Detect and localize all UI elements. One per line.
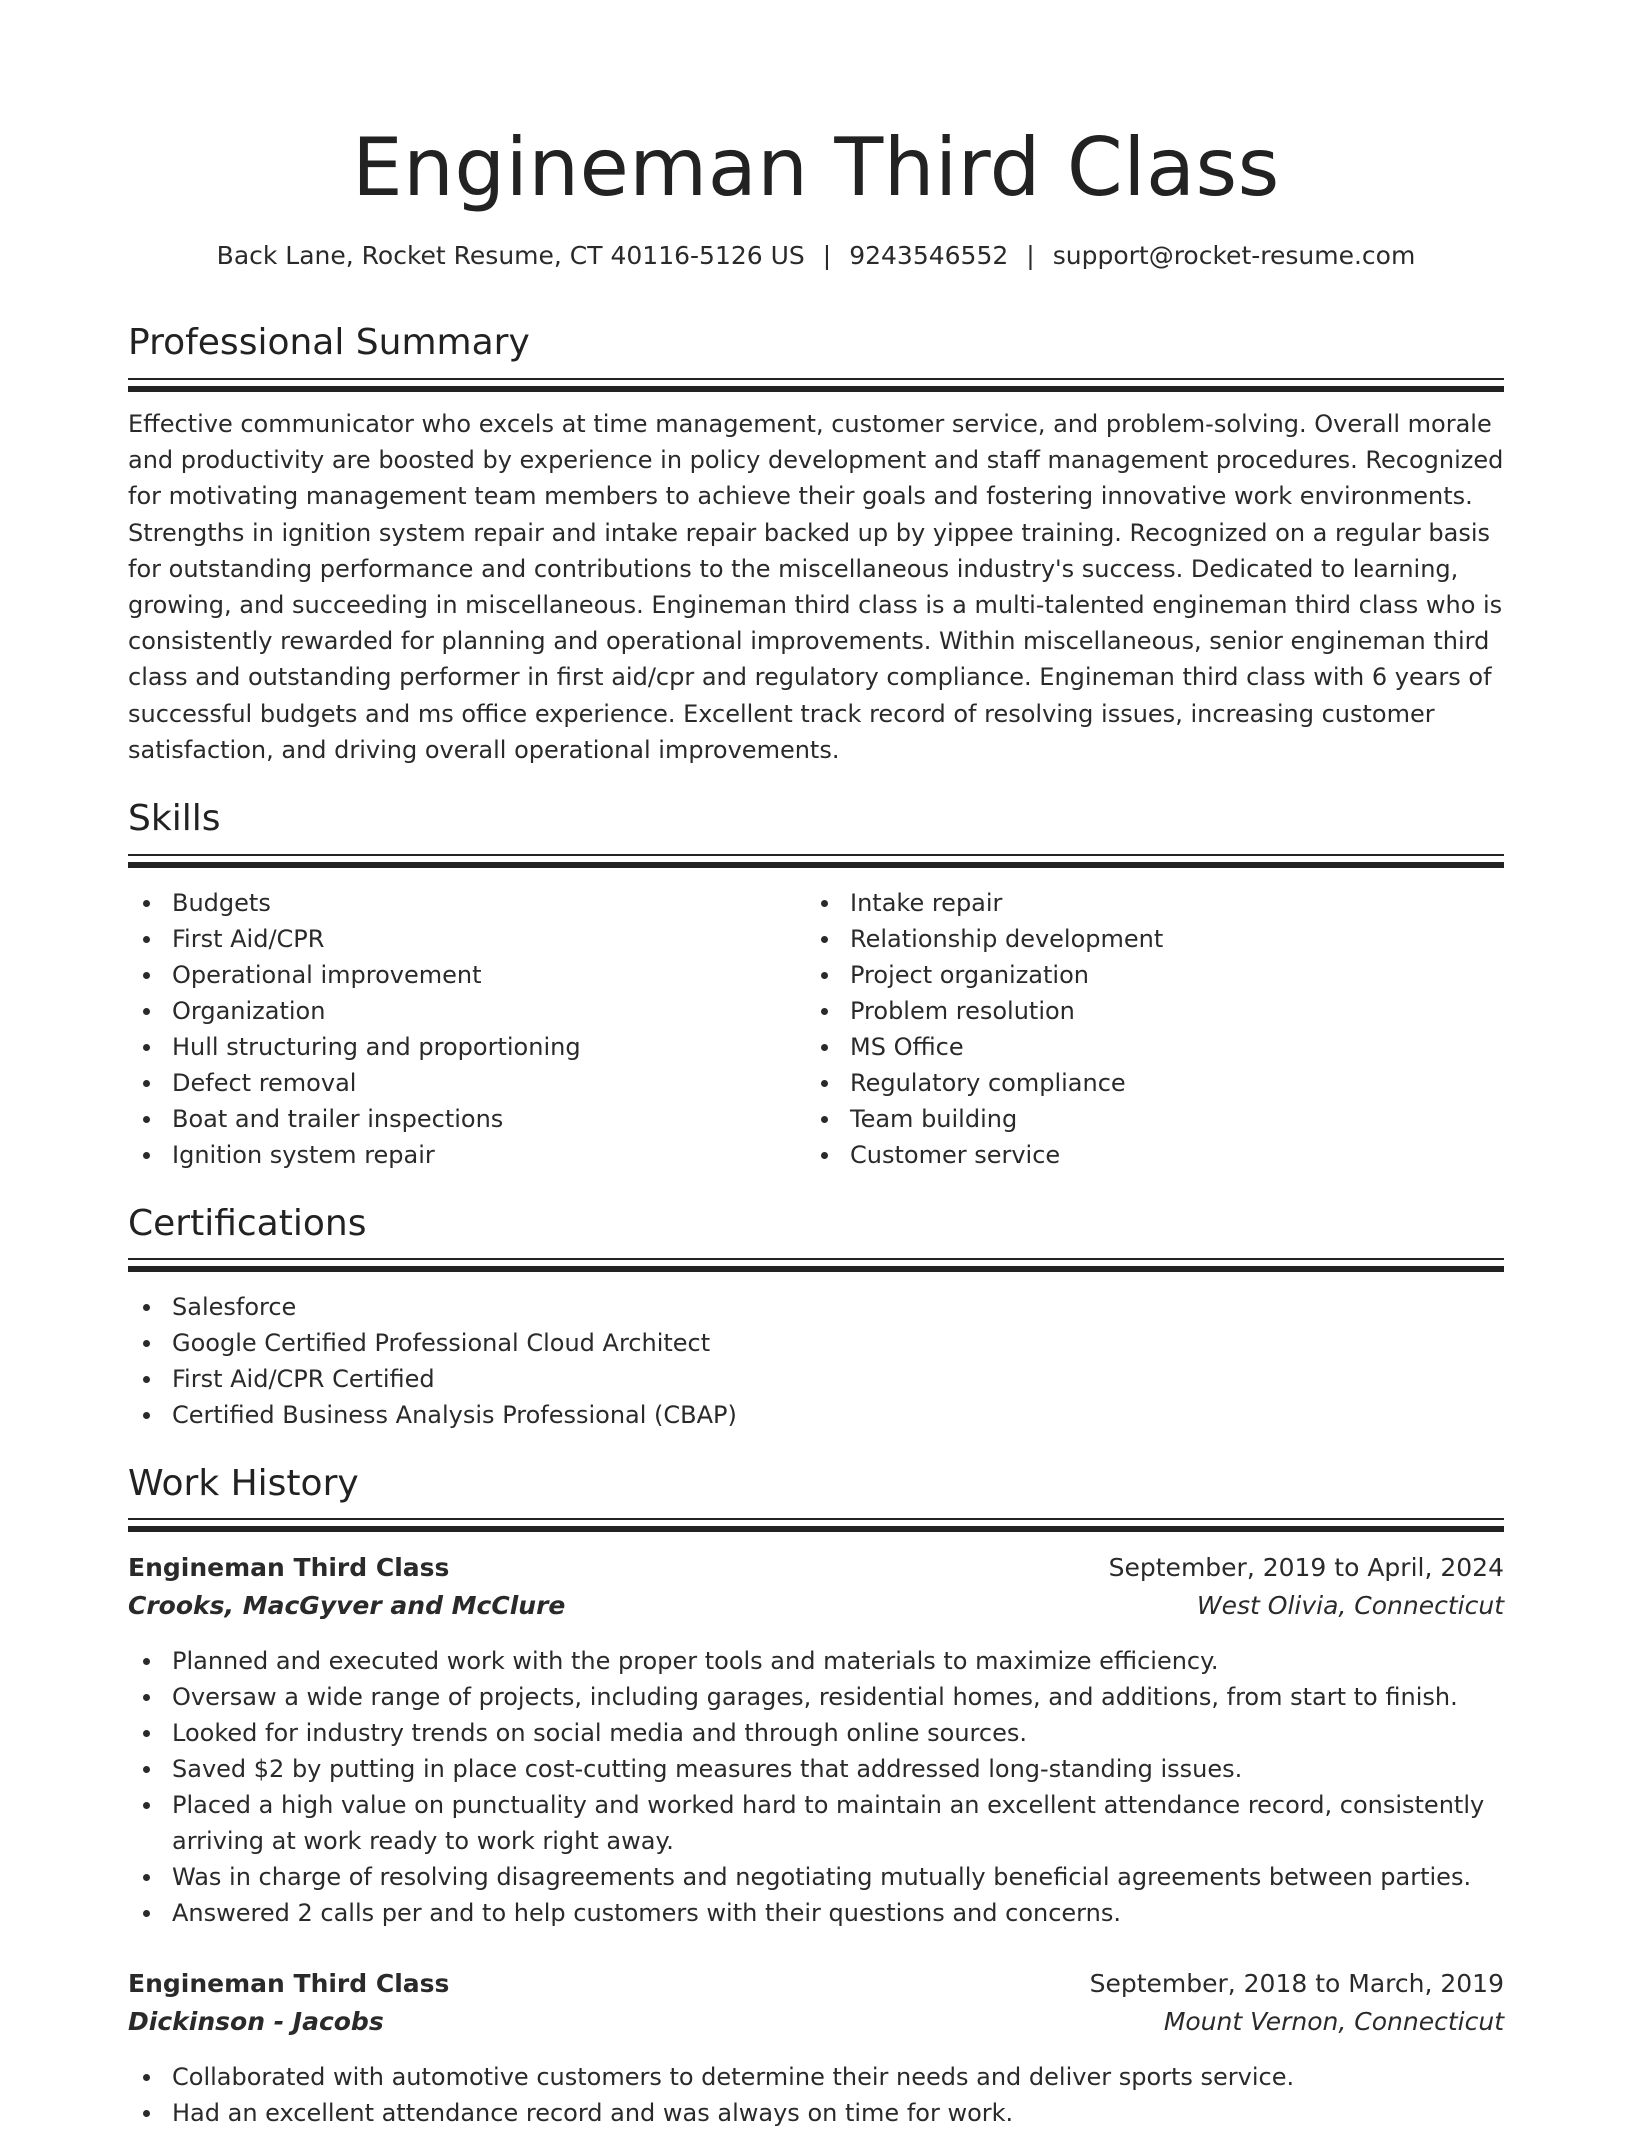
section-divider — [128, 1258, 1504, 1272]
skill-item: Team building — [806, 1101, 1504, 1137]
job-bullet: Looked for industry trends on social media and through online sources. — [128, 1715, 1504, 1751]
job-bullets — [128, 1643, 1504, 1931]
section-divider — [128, 1518, 1504, 1532]
job-bullet: Planned and executed work with the proper tools and materials to maximize efficiency. — [128, 1643, 1504, 1679]
job-bullet: Collaborated with automotive customers to determine their needs and deliver sports service. — [128, 2059, 1504, 2095]
job-bullet: Had an excellent attendance record and was always on time for work. — [128, 2095, 1504, 2131]
skill-item: Budgets — [128, 885, 798, 921]
job-title: Engineman Third Class — [128, 1969, 450, 1998]
skill-item: Regulatory compliance — [806, 1065, 1504, 1101]
job-bullet: Oversaw a wide range of projects, including garages, residential homes, and additions, from start to finish. — [128, 1679, 1504, 1715]
contact-address: Back Lane, Rocket Resume, CT 40116-5126 US — [216, 241, 805, 270]
certifications-heading: Certifications — [128, 1203, 367, 1244]
job-bullet: Was in charge of resolving disagreements and negotiating mutually beneficial agreements between parties. — [128, 1859, 1504, 1895]
certification-item: Salesforce — [128, 1289, 1504, 1325]
summary-text: Effective communicator who excels at time management, customer service, and problem-solving. Overall morale and productivity are boosted by experience in policy development and staff management procedures. Recognized for motivating management team members to achieve their goals and fostering innovative work environments. Strengths in ignition system repair and intake repair backed up by yippee training. Recognized on a regular basis for outstanding performance and contributions to the miscellaneous industry's success. Dedicated to learning, growing, and succeeding in miscellaneous. Engineman third class is a multi-talented engineman third class who is consistently rewarded for planning and operational improvements. Within miscellaneous, senior engineman third class and outstanding performer in first aid/cpr and regulatory compliance. Engineman third class with 6 years of successful budgets and ms office experience. Excellent track record of resolving issues, increasing customer satisfaction, and driving overall operational improvements. — [128, 410, 1504, 764]
skill-item: Hull structuring and proportioning — [128, 1029, 798, 1065]
skills-heading: Skills — [128, 798, 221, 839]
job-bullet: Saved $2 by putting in place cost-cutting measures that addressed long-standing issues. — [128, 1751, 1504, 1787]
contact-phone[interactable]: 9243546552 — [849, 241, 1009, 270]
certifications-list — [128, 1289, 1504, 1433]
job-location: West Olivia, Connecticut — [1196, 1591, 1504, 1620]
skill-item: Customer service — [806, 1137, 1504, 1173]
summary-heading: Professional Summary — [128, 322, 530, 363]
job-title: Engineman Third Class — [128, 1553, 450, 1582]
job-bullets — [128, 2059, 1504, 2131]
certification-item: First Aid/CPR Certified — [128, 1361, 1504, 1397]
skill-item: First Aid/CPR — [128, 921, 798, 957]
certification-item: Certified Business Analysis Professional (CBAP) — [128, 1397, 1504, 1433]
skill-item: Defect removal — [128, 1065, 798, 1101]
skill-item: Intake repair — [806, 885, 1504, 921]
job-dates: September, 2018 to March, 2019 — [1089, 1969, 1504, 1998]
candidate-name: Engineman Third Class — [352, 121, 1280, 214]
work-history-heading: Work History — [128, 1463, 359, 1504]
job-company: Dickinson - Jacobs — [128, 2007, 384, 2036]
section-divider — [128, 854, 1504, 868]
contact-line — [128, 238, 1504, 274]
skills-list-right — [806, 885, 1504, 1173]
job-bullet: Answered 2 calls per and to help customers with their questions and concerns. — [128, 1895, 1504, 1931]
contact-separator: | — [1026, 241, 1035, 270]
skill-item: Operational improvement — [128, 957, 798, 993]
skill-item: Problem resolution — [806, 993, 1504, 1029]
contact-separator: | — [822, 241, 832, 270]
skill-item: Relationship development — [806, 921, 1504, 957]
contact-email[interactable]: support@rocket-resume.com — [1052, 241, 1416, 270]
job-bullet: Placed a high value on punctuality and worked hard to maintain an excellent attendance record, consistently arriving at work ready to work right away. — [128, 1787, 1504, 1859]
skills-list-left — [128, 885, 798, 1173]
certification-item: Google Certified Professional Cloud Architect — [128, 1325, 1504, 1361]
section-divider — [128, 378, 1504, 392]
skill-item: Organization — [128, 993, 798, 1029]
skill-item: Boat and trailer inspections — [128, 1101, 798, 1137]
skill-item: MS Office — [806, 1029, 1504, 1065]
job-location: Mount Vernon, Connecticut — [1163, 2007, 1504, 2036]
job-dates: September, 2019 to April, 2024 — [1108, 1553, 1504, 1582]
skill-item: Ignition system repair — [128, 1137, 798, 1173]
job-company: Crooks, MacGyver and McClure — [128, 1591, 566, 1620]
skill-item: Project organization — [806, 957, 1504, 993]
